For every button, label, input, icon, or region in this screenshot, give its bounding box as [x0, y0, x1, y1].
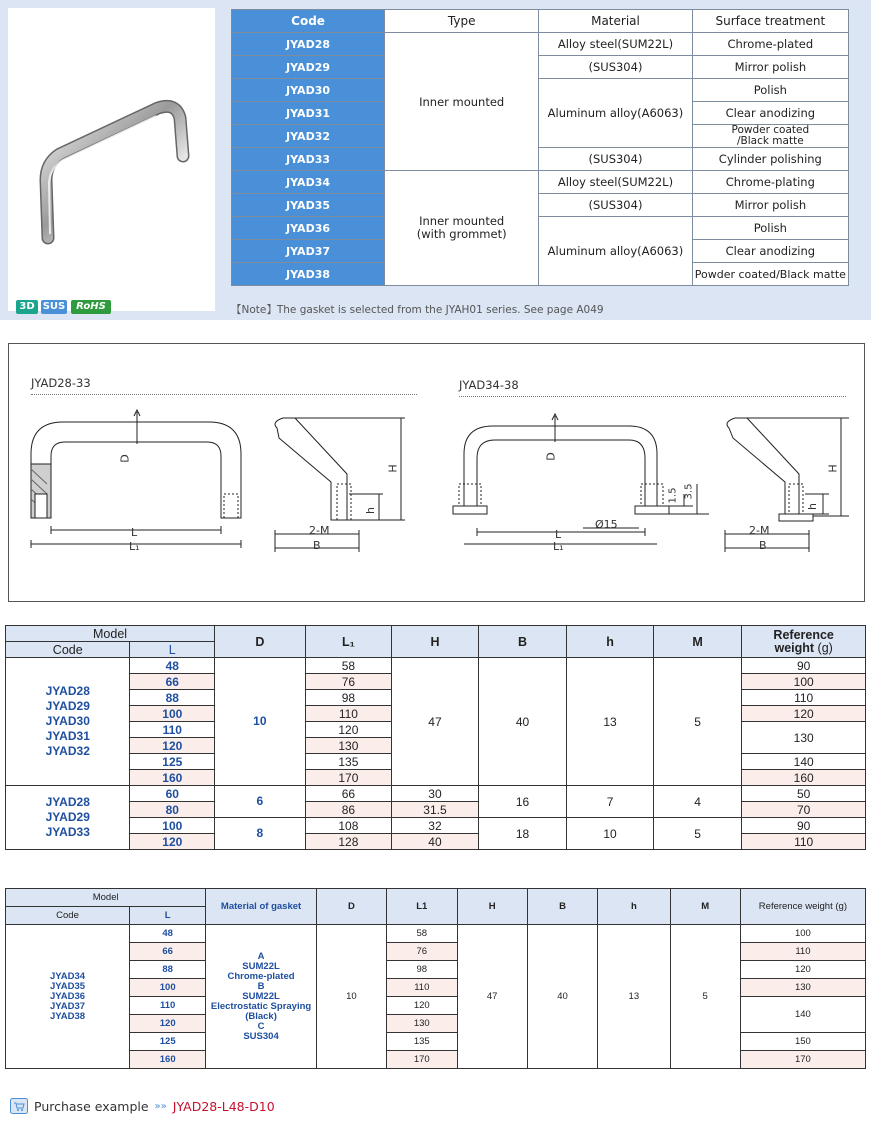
weight-cell: 120 [742, 706, 866, 722]
weight-cell: 70 [742, 802, 866, 818]
material-cell: Alloy steel(SUM22L) [539, 33, 692, 56]
l1-cell: 58 [305, 658, 392, 674]
cart-icon [10, 1098, 28, 1114]
handle-photo [8, 8, 215, 311]
model-codes: JYAD28 JYAD29 JYAD33 [6, 786, 130, 850]
length-cell: 100 [130, 818, 215, 834]
weight-cell: 50 [742, 786, 866, 802]
product-header-panel [0, 0, 871, 320]
weight-cell: 90 [742, 658, 866, 674]
weight-cell: 120 [740, 961, 865, 979]
l1-cell: 76 [387, 943, 457, 961]
code-cell: JYAD33 [232, 148, 385, 171]
dimension-drawing [9, 344, 864, 601]
length-cell: 88 [130, 961, 206, 979]
col-B: B [527, 889, 597, 925]
l1-cell: 120 [305, 722, 392, 738]
col-H: H [457, 889, 527, 925]
col-material: Material [539, 10, 692, 33]
code-cell: JYAD37 [232, 240, 385, 263]
l1-cell: 110 [387, 979, 457, 997]
m-cell: 4 [653, 786, 742, 818]
code-cell: JYAD31 [232, 102, 385, 125]
weight-cell: 140 [740, 997, 865, 1033]
length-cell: 120 [130, 1015, 206, 1033]
product-photo-card [8, 8, 215, 311]
length-cell: 125 [130, 754, 215, 770]
label-D: D [544, 452, 558, 461]
l1-cell: 110 [305, 706, 392, 722]
col-h: h [598, 889, 670, 925]
l1-cell: 135 [305, 754, 392, 770]
small-h-cell: 13 [598, 925, 670, 1069]
weight-cell: 130 [740, 979, 865, 997]
weight-cell: 110 [740, 943, 865, 961]
h-cell: 32 [392, 818, 479, 834]
l1-cell: 120 [387, 997, 457, 1015]
col-D: D [316, 889, 386, 925]
type-cell: Inner mounted (with grommet) [385, 171, 539, 286]
code-cell: JYAD30 [232, 79, 385, 102]
label-D: D [118, 454, 132, 463]
arrows-icon: »» [154, 1100, 167, 1112]
m-cell: 5 [670, 925, 740, 1069]
material-cell: (SUS304) [539, 148, 692, 171]
badge-sus: SUS [42, 301, 66, 312]
weight-cell: 150 [740, 1033, 865, 1051]
side-view-right [725, 418, 849, 552]
d-cell: 10 [316, 925, 386, 1069]
technical-drawings-panel [8, 343, 865, 602]
weight-label-1: Reference [773, 627, 834, 642]
weight-cell: 100 [740, 925, 865, 943]
material-cell: (SUS304) [539, 194, 692, 217]
col-model: Model [6, 626, 215, 642]
label-1-5: 1.5 [667, 487, 679, 504]
l1-cell: 135 [387, 1033, 457, 1051]
b-cell: 40 [527, 925, 597, 1069]
code-cell: JYAD35 [232, 194, 385, 217]
length-cell: 100 [130, 979, 206, 997]
material-cell: Alloy steel(SUM22L) [539, 171, 692, 194]
length-cell: 110 [130, 997, 206, 1015]
model-codes: JYAD34 JYAD35 JYAD36 JYAD37 JYAD38 [6, 925, 130, 1069]
dimension-table-jyad28-33 [5, 625, 866, 850]
length-cell: 110 [130, 722, 215, 738]
label-L: L [131, 526, 138, 539]
surface-cell: Powder coated /Black matte [692, 125, 848, 148]
l1-cell: 86 [305, 802, 392, 818]
small-h-cell: 13 [567, 658, 654, 786]
type-cell: Inner mounted [385, 33, 539, 171]
length-cell: 125 [130, 1033, 206, 1051]
l1-cell: 128 [305, 834, 392, 850]
length-cell: 66 [130, 674, 215, 690]
weight-cell: 100 [742, 674, 866, 690]
label-L: L [555, 528, 562, 541]
col-H: H [392, 626, 479, 658]
weight-label-2: weight [774, 640, 815, 655]
length-cell: 60 [130, 786, 215, 802]
col-weight [740, 889, 865, 925]
l1-cell: 66 [305, 786, 392, 802]
code-cell: JYAD28 [232, 33, 385, 56]
drawing-title-right: JYAD34-38 [459, 378, 519, 392]
l1-cell: 98 [305, 690, 392, 706]
label-2M: 2-M [749, 524, 770, 537]
purchase-label: Purchase example [34, 1098, 149, 1114]
length-cell: 160 [130, 1051, 206, 1069]
d-cell: 6 [215, 786, 306, 818]
surface-cell: Clear anodizing [692, 102, 848, 125]
gasket-cell: A SUM22L Chrome-plated B SUM22L Electrostatic Spraying (Black) C SUS304 [206, 925, 316, 1069]
col-code: Code [6, 642, 130, 658]
l1-cell: 76 [305, 674, 392, 690]
length-cell: 160 [130, 770, 215, 786]
col-type: Type [385, 10, 539, 33]
length-cell: 66 [130, 943, 206, 961]
l1-cell: 170 [305, 770, 392, 786]
length-cell: 80 [130, 802, 215, 818]
l1-cell: 58 [387, 925, 457, 943]
weight-cell: 160 [742, 770, 866, 786]
surface-cell: Polish [692, 217, 848, 240]
surface-cell: Chrome-plated [692, 33, 848, 56]
code-cell: JYAD34 [232, 171, 385, 194]
col-surface: Surface treatment [692, 10, 848, 33]
l1-cell: 108 [305, 818, 392, 834]
material-cell: Aluminum alloy(A6063) [539, 217, 692, 286]
label-B: B [313, 539, 321, 552]
col-M: M [653, 626, 742, 658]
front-view-right [453, 414, 709, 544]
col-L1: L1 [387, 889, 457, 925]
weight-cell: 110 [742, 690, 866, 706]
col-model: Model [6, 889, 206, 907]
code-cell: JYAD38 [232, 263, 385, 286]
material-cell: Aluminum alloy(A6063) [539, 79, 692, 148]
l1-cell: 130 [305, 738, 392, 754]
weight-cell: 130 [742, 722, 866, 754]
label-B: B [759, 539, 767, 552]
small-h-cell: 10 [567, 818, 654, 850]
badge-rohs: RoHS [71, 300, 111, 314]
dimension-table-jyad34-38 [5, 888, 866, 1069]
code-cell: JYAD32 [232, 125, 385, 148]
col-weight [742, 626, 866, 658]
length-cell: 48 [130, 658, 215, 674]
length-cell: 120 [130, 834, 215, 850]
label-L1: L₁ [129, 540, 140, 553]
drawing-title-left: JYAD28-33 [31, 376, 91, 390]
d-cell: 10 [215, 658, 306, 786]
col-code: Code [232, 10, 385, 33]
l1-cell: 98 [387, 961, 457, 979]
h-cell: 47 [457, 925, 527, 1069]
label-h: h [805, 503, 819, 510]
col-h: h [567, 626, 654, 658]
length-cell: 48 [130, 925, 206, 943]
b-cell: 40 [478, 658, 567, 786]
length-cell: 100 [130, 706, 215, 722]
gasket-note: 【Note】The gasket is selected from the JYAH01 series. See page A049 [231, 304, 604, 316]
surface-cell: Powder coated/Black matte [692, 263, 848, 286]
col-code: Code [6, 907, 130, 925]
spec-table [231, 9, 849, 286]
col-M: M [670, 889, 740, 925]
surface-cell: Mirror polish [692, 194, 848, 217]
b-cell: 16 [478, 786, 567, 818]
weight-cell: 140 [742, 754, 866, 770]
h-cell: 40 [392, 834, 479, 850]
weight-unit: (g) [835, 901, 847, 912]
label-H: H [826, 464, 840, 473]
label-L1: L₁ [553, 540, 564, 553]
weight-cell: 170 [740, 1051, 865, 1069]
surface-cell: Cylinder polishing [692, 148, 848, 171]
purchase-example [10, 1098, 275, 1114]
purchase-value: JYAD28-L48-D10 [172, 1098, 275, 1114]
col-gasket: Material of gasket [206, 889, 316, 925]
length-cell: 88 [130, 690, 215, 706]
label-diameter: Ø15 [595, 518, 618, 531]
col-L: L [130, 642, 215, 658]
d-cell: 8 [215, 818, 306, 850]
label-2M: 2-M [309, 524, 330, 537]
side-view-left [275, 418, 405, 552]
material-cell: (SUS304) [539, 56, 692, 79]
weight-label: Reference weight [758, 901, 833, 912]
small-h-cell: 7 [567, 786, 654, 818]
l1-cell: 170 [387, 1051, 457, 1069]
weight-cell: 110 [742, 834, 866, 850]
surface-cell: Polish [692, 79, 848, 102]
col-D: D [215, 626, 306, 658]
h-cell: 31.5 [392, 802, 479, 818]
code-cell: JYAD29 [232, 56, 385, 79]
code-cell: JYAD36 [232, 217, 385, 240]
col-B: B [478, 626, 567, 658]
label-H: H [386, 464, 400, 473]
weight-cell: 90 [742, 818, 866, 834]
h-cell: 47 [392, 658, 479, 786]
badge-3d: 3D [16, 300, 38, 314]
length-cell: 120 [130, 738, 215, 754]
surface-cell: Mirror polish [692, 56, 848, 79]
l1-cell: 130 [387, 1015, 457, 1033]
surface-cell: Chrome-plating [692, 171, 848, 194]
surface-cell: Clear anodizing [692, 240, 848, 263]
label-3-5: 3.5 [683, 483, 695, 500]
col-L1: L₁ [305, 626, 392, 658]
m-cell: 5 [653, 658, 742, 786]
weight-unit: (g) [817, 640, 833, 655]
col-L: L [130, 907, 206, 925]
label-h: h [363, 507, 377, 514]
m-cell: 5 [653, 818, 742, 850]
h-cell: 30 [392, 786, 479, 802]
model-codes: JYAD28 JYAD29 JYAD30 JYAD31 JYAD32 [6, 658, 130, 786]
b-cell: 18 [478, 818, 567, 850]
